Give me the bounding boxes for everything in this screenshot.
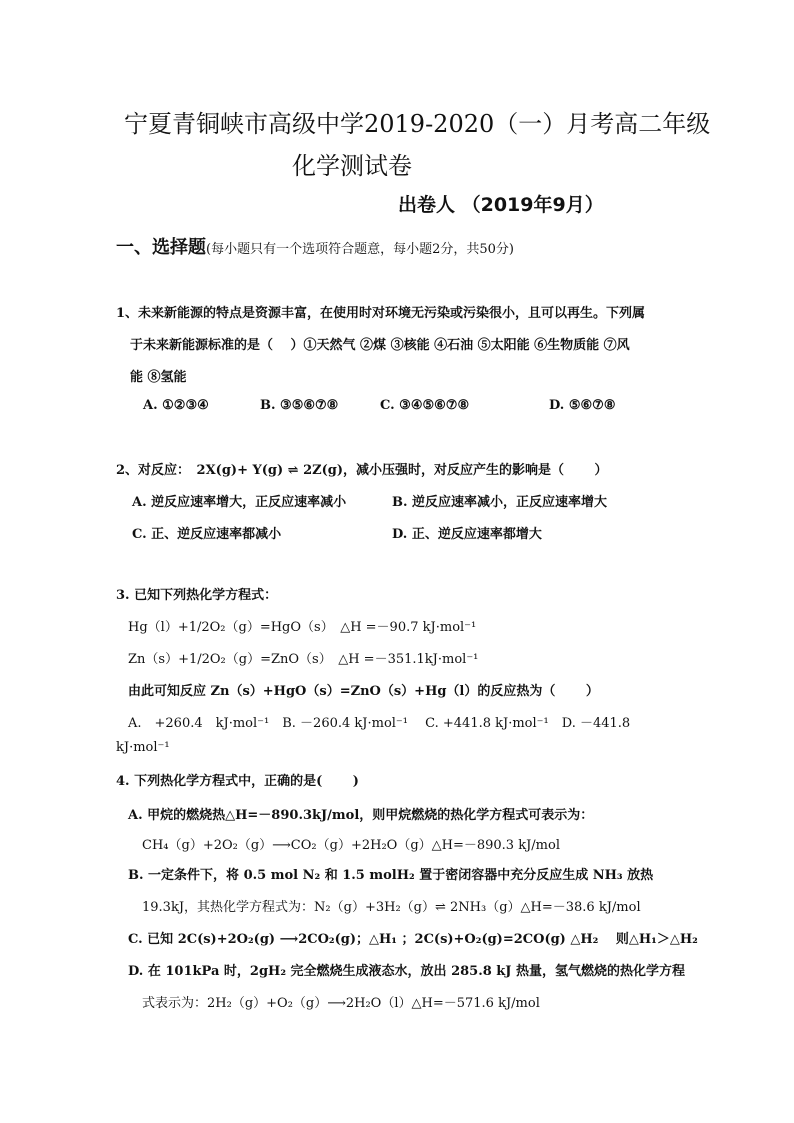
section-note: (每小题只有一个选项符合题意，每小题2分，共50分) — [206, 242, 514, 257]
q3-options-tail: kJ·mol⁻¹ — [116, 740, 170, 755]
q2-option-d: D. 正、逆反应速率都增大 — [392, 527, 542, 542]
q1-option-d: D. ⑤⑥⑦⑧ — [549, 398, 616, 413]
q1-line-1: 1、未来新能源的特点是资源丰富，在使用时对环境无污染或污染很小，且可以再生。下列属 — [116, 306, 646, 321]
q1-option-c: C. ③④⑤⑥⑦⑧ — [380, 398, 470, 413]
q2-line-1: 2、对反应： 2X(g)+ Y(g) ⇌ 2Z(g)，减小压强时，对反应产生的影响是（ ） — [116, 463, 608, 478]
title-line-1: 宁夏青铜峡市高级中学2019-2020（一）月考高二年级 — [124, 110, 711, 138]
q1-line-3: 能 ⑧氢能 — [130, 370, 187, 385]
author-date-line: 出卷人 （2019年9月） — [398, 194, 604, 216]
q4-option-d-line-2: 式表示为：2H₂（g）+O₂（g）⟶2H₂O（l）△H=－571.6 kJ/mol — [142, 996, 540, 1011]
q1-option-a: A. ①②③④ — [143, 398, 209, 413]
q2-option-c: C. 正、逆反应速率都减小 — [132, 527, 282, 542]
q2-option-a: A. 逆反应速率增大，正反应速率减小 — [132, 495, 347, 510]
q4-option-b-line-1: B. 一定条件下，将 0.5 mol N₂ 和 1.5 molH₂ 置于密闭容器中充分反应生成 NH₃ 放热 — [128, 868, 654, 883]
q3-options: A. +260.4 kJ·mol⁻¹ B. －260.4 kJ·mol⁻¹ C. +441.8 kJ·mol⁻¹ D. －441.8 — [128, 716, 631, 731]
q3-line-1: 3. 已知下列热化学方程式： — [116, 588, 278, 603]
q4-line-1: 4. 下列热化学方程式中，正确的是( ) — [116, 774, 359, 789]
section-heading — [116, 233, 514, 259]
q4-option-d-line-1: D. 在 101kPa 时，2gH₂ 完全燃烧生成液态水，放出 285.8 kJ 热量，氢气燃烧的热化学方程 — [128, 964, 685, 979]
q4-option-a-line-2: CH₄（g）+2O₂（g）⟶CO₂（g）+2H₂O（g）△H=－890.3 kJ/mol — [142, 838, 560, 853]
q1-option-b: B. ③⑤⑥⑦⑧ — [260, 398, 339, 413]
q4-option-b-line-2: 19.3kJ，其热化学方程式为：N₂（g）+3H₂（g）⇌ 2NH₃（g）△H=－38.6 kJ/mol — [142, 900, 641, 915]
q4-option-c: C. 已知 2C(s)+2O₂(g) ⟶2CO₂(g)；△H₁ ；2C(s)+O₂(g)=2CO(g) △H₂ 则△H₁＞△H₂ — [128, 932, 698, 947]
q3-equation-1: Hg（l）+1/2O₂（g）=HgO（s） △H =－90.7 kJ·mol⁻¹ — [128, 620, 477, 635]
section-title: 一、选择题 — [116, 237, 206, 258]
q2-option-b: B. 逆反应速率减小，正反应速率增大 — [392, 495, 608, 510]
q1-line-2: 于未来新能源标准的是（ ）①天然气 ②煤 ③核能 ④石油 ⑤太阳能 ⑥生物质能 ⑦风 — [130, 338, 630, 353]
q4-option-a-line-1: A. 甲烷的燃烧热△H=－890.3kJ/mol，则甲烷燃烧的热化学方程式可表示为： — [128, 808, 594, 823]
q3-line-2: 由此可知反应 Zn（s）+HgO（s）=ZnO（s）+Hg（l）的反应热为（ ） — [128, 684, 599, 699]
q3-equation-2: Zn（s）+1/2O₂（g）=ZnO（s） △H =－351.1kJ·mol⁻¹ — [128, 652, 479, 667]
title-line-2: 化学测试卷 — [292, 152, 412, 180]
